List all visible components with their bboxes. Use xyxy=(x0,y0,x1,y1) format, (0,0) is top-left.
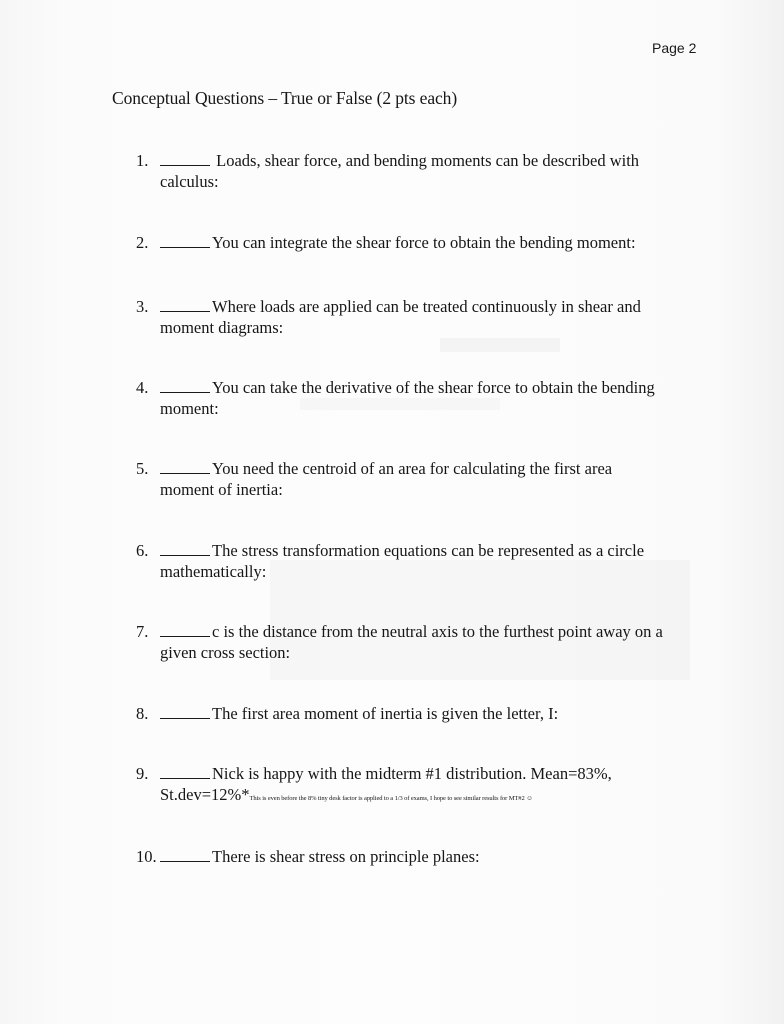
answer-blank[interactable] xyxy=(160,378,210,393)
question-2 xyxy=(136,232,696,253)
answer-blank[interactable] xyxy=(160,764,210,779)
question-text: There is shear stress on principle planes: xyxy=(212,847,480,866)
question-number: 10. xyxy=(136,847,157,866)
question-number: 1. xyxy=(136,151,149,170)
question-text-continued: mathematically: xyxy=(160,562,267,581)
footnote-text: This is even before the 8% tiny desk factor is applied to a 1/3 of exams, I hope to see similar results for MT#2 ☺ xyxy=(249,795,533,802)
question-number: 4. xyxy=(136,378,149,397)
question-text-continued: moment of inertia: xyxy=(160,480,283,499)
question-number: 2. xyxy=(136,233,149,252)
question-8 xyxy=(136,703,696,724)
question-text: c is the distance from the neutral axis to the furthest point away on a xyxy=(212,622,663,641)
question-text-continued: given cross section: xyxy=(160,643,291,662)
page-number: Page 2 xyxy=(652,40,697,56)
question-text: Where loads are applied can be treated continuously in shear and xyxy=(212,297,641,316)
question-7 xyxy=(136,621,696,663)
answer-blank[interactable] xyxy=(160,233,210,248)
question-text: You can integrate the shear force to obtain the bending moment: xyxy=(212,233,636,252)
question-text: You can take the derivative of the shear force to obtain the bending xyxy=(212,378,655,397)
question-text-continued: moment: xyxy=(160,399,219,418)
question-3 xyxy=(136,296,696,338)
bleed-through-shadow xyxy=(440,338,560,352)
question-10 xyxy=(136,846,696,867)
question-text-continued xyxy=(136,784,696,809)
question-9 xyxy=(136,763,696,809)
answer-blank[interactable] xyxy=(160,622,210,637)
answer-blank[interactable] xyxy=(160,704,210,719)
question-6 xyxy=(136,540,696,582)
answer-blank[interactable] xyxy=(160,847,210,862)
answer-blank[interactable] xyxy=(160,297,210,312)
question-number: 7. xyxy=(136,622,149,641)
answer-blank[interactable] xyxy=(160,541,210,556)
question-number: 5. xyxy=(136,459,149,478)
question-number: 6. xyxy=(136,541,149,560)
question-5 xyxy=(136,458,696,500)
question-1 xyxy=(136,150,696,192)
answer-blank[interactable] xyxy=(160,151,210,166)
question-4 xyxy=(136,377,696,419)
answer-blank[interactable] xyxy=(160,459,210,474)
question-text: You need the centroid of an area for calculating the first area xyxy=(212,459,613,478)
question-number: 9. xyxy=(136,764,149,783)
section-title: Conceptual Questions – True or False (2 pts each) xyxy=(112,88,458,108)
question-text: The stress transformation equations can be represented as a circle xyxy=(212,541,645,560)
stdev-text: St.dev=12%* xyxy=(160,785,250,804)
question-text-continued: moment diagrams: xyxy=(160,318,284,337)
question-number: 3. xyxy=(136,297,149,316)
question-text: Loads, shear force, and bending moments can be described with xyxy=(216,151,640,170)
question-number: 8. xyxy=(136,704,149,723)
question-text: Nick is happy with the midterm #1 distribution. Mean=83%, xyxy=(212,764,612,783)
question-text-continued: calculus: xyxy=(160,172,219,191)
question-text: The first area moment of inertia is given the letter, I: xyxy=(212,704,559,723)
